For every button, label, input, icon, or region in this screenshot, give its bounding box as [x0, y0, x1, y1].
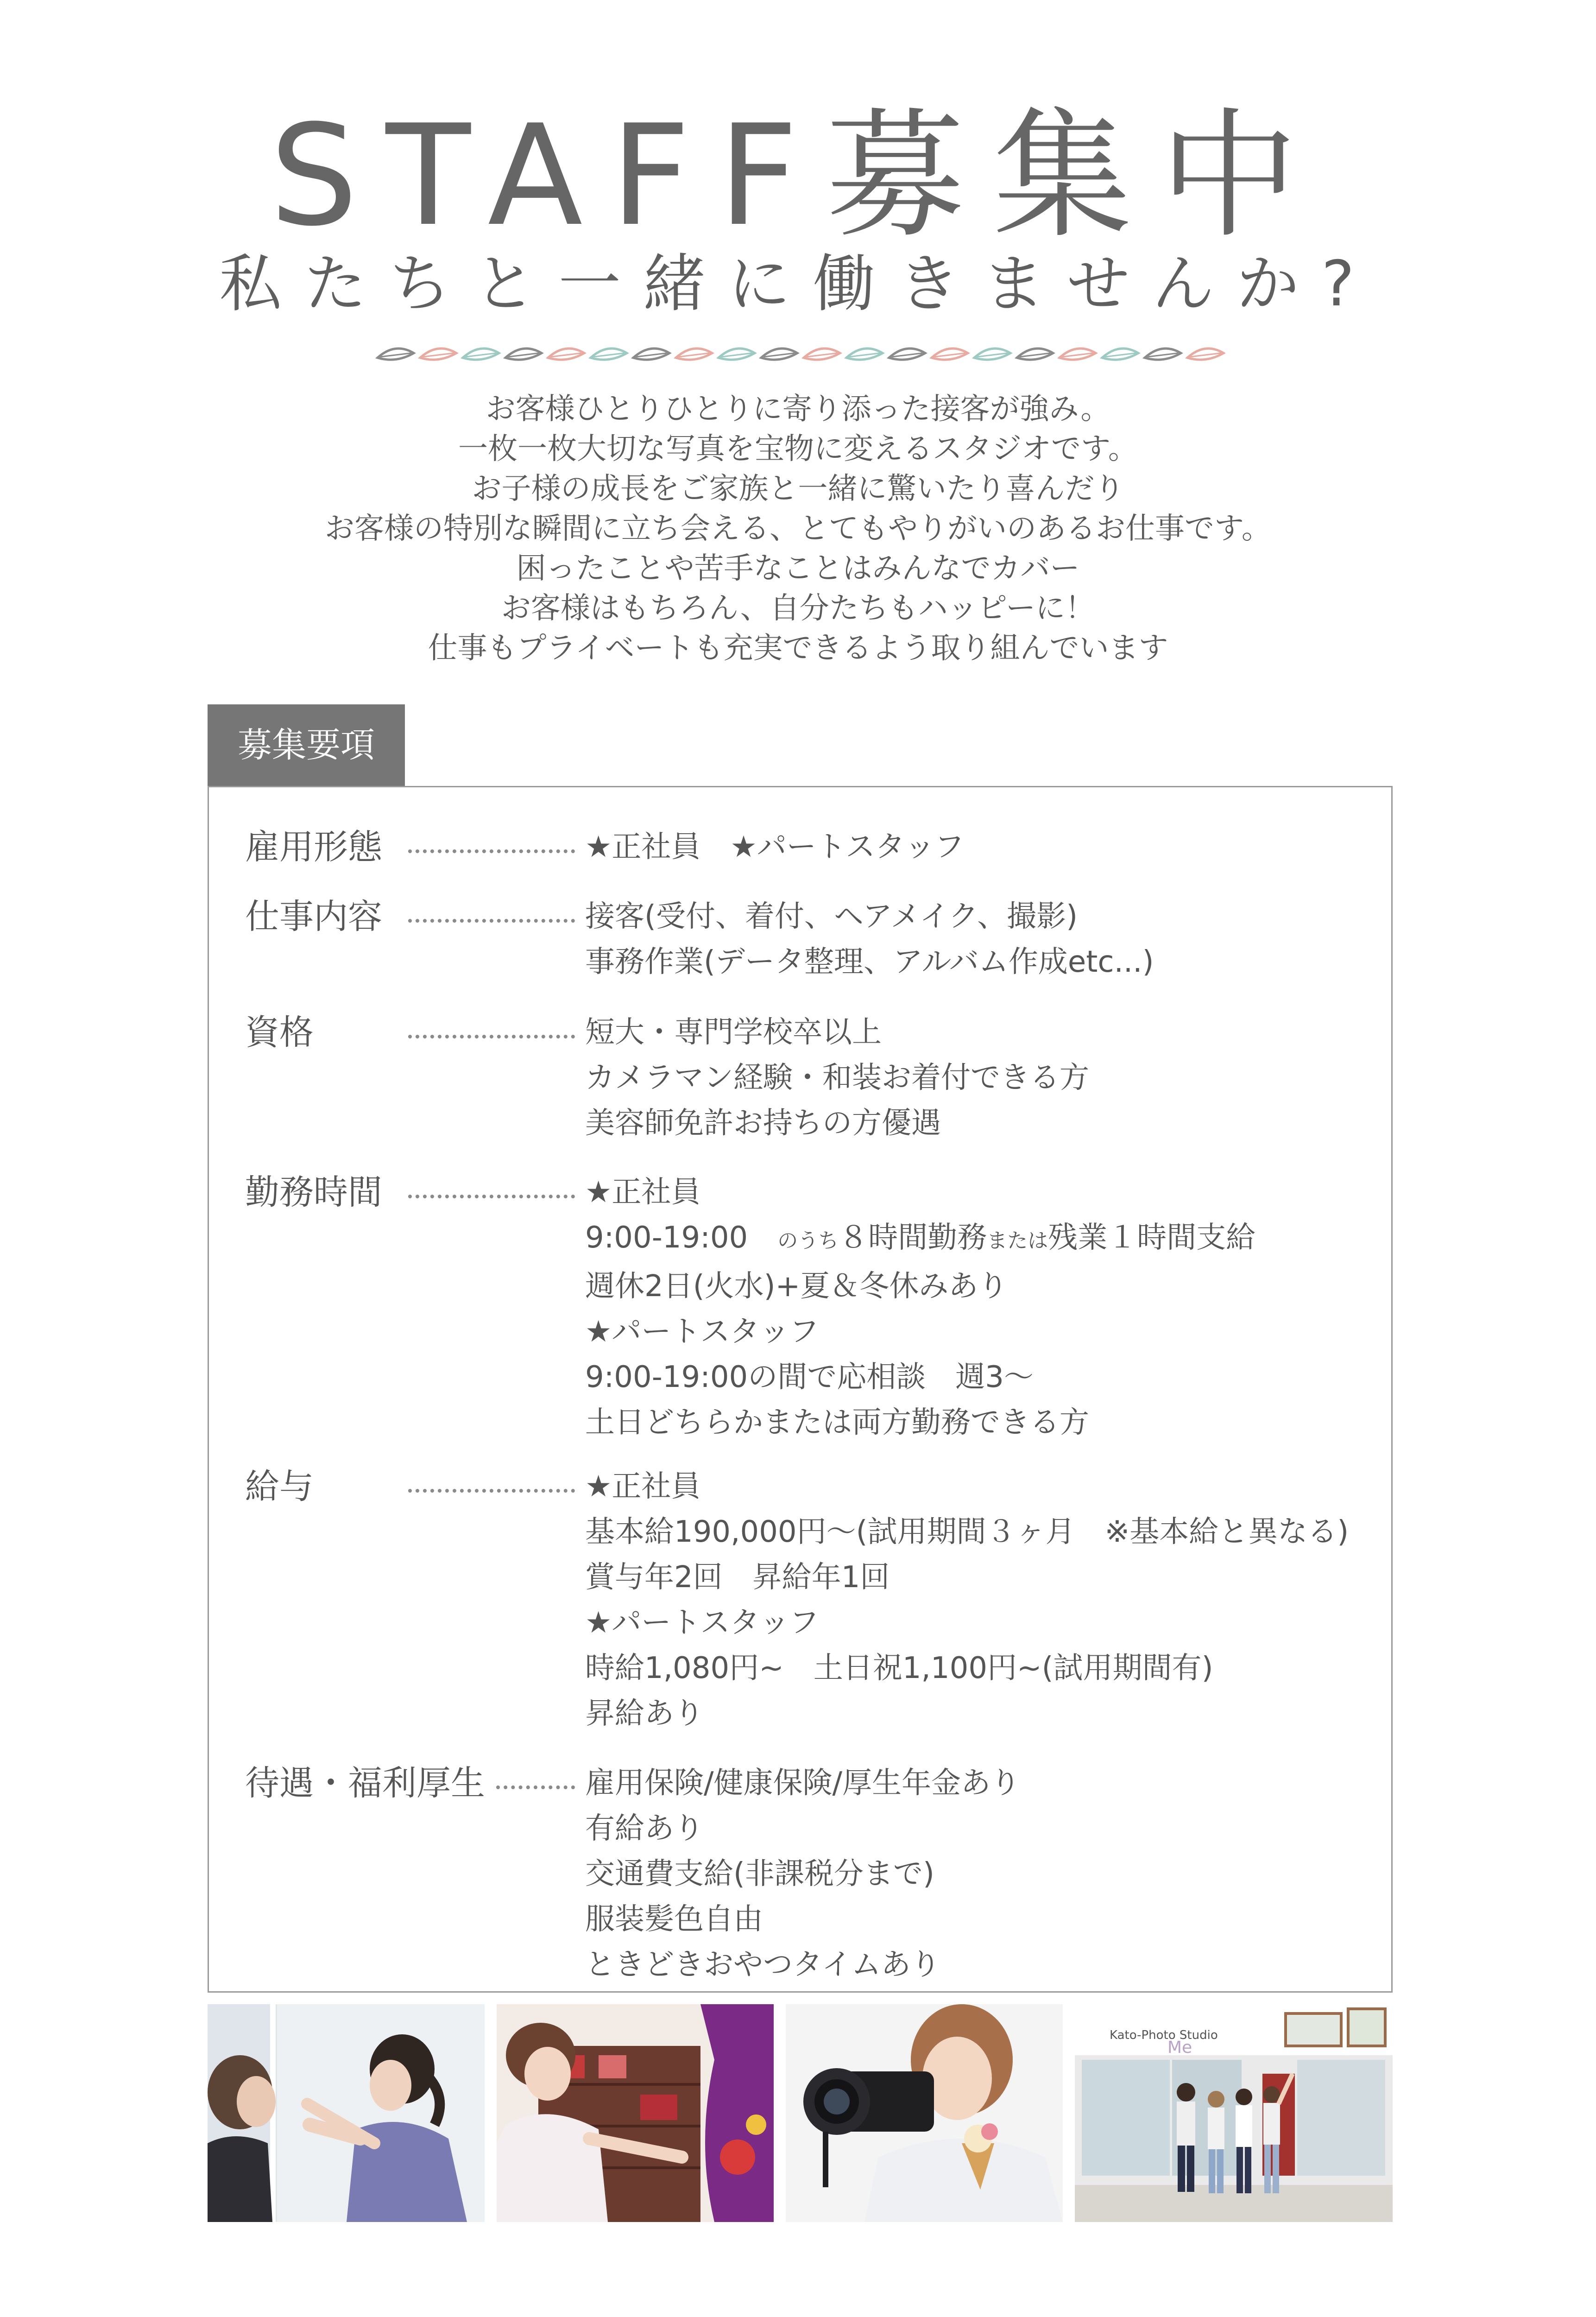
dot-leader	[408, 1489, 575, 1493]
row-value: 事務作業(データ整理、アルバム作成etc...)	[585, 945, 1154, 979]
requirements-heading: 募集要項	[208, 704, 405, 786]
row-label: 仕事内容	[245, 897, 382, 937]
hours-range: 9:00-19:00	[585, 1221, 778, 1255]
page-title: STAFF募集中	[270, 95, 1326, 257]
intro-line: 困ったことや苦手なことはみんなでカバー	[516, 551, 1080, 586]
row-label: 資格	[245, 1013, 314, 1052]
row-value: 短大・専門学校卒以上	[585, 1015, 882, 1050]
dot-leader	[408, 1035, 575, 1038]
row-value: ★正社員	[585, 1469, 701, 1504]
intro-line: お客様はもちろん、自分たちもハッピーに！	[501, 591, 1095, 626]
row-values	[585, 1760, 1020, 1988]
photo-kimono-dressing	[497, 2004, 774, 2222]
photo-hair-makeup	[208, 2004, 485, 2222]
row-value: ★正社員 ★パートスタッフ	[585, 830, 965, 864]
row-label: 待遇・福利厚生	[245, 1763, 485, 1803]
page-subtitle: 私たちと一緒に働きませんか?	[219, 247, 1377, 320]
row-value: 9:00-19:00の間で応相談 週3〜	[585, 1360, 1034, 1394]
row-value: 土日どちらかまたは両方勤務できる方	[585, 1405, 1089, 1440]
row-value: ときどきおやつタイムあり	[585, 1948, 940, 1982]
svg-text:Me: Me	[1167, 2038, 1192, 2057]
row-value: 美容師免許お持ちの方優遇	[585, 1106, 941, 1140]
row-value: 基本給190,000円〜(試用期間３ヶ月 ※基本給と異なる)	[585, 1515, 1349, 1549]
requirements-box	[208, 786, 1393, 1993]
intro-line: お客様の特別な瞬間に立ち会える、とてもやりがいのあるお仕事です。	[325, 512, 1271, 546]
dot-leader	[408, 919, 575, 923]
dot-leader	[408, 849, 575, 853]
intro-line: 一枚一枚大切な写真を宝物に変えるスタジオです。	[458, 432, 1138, 466]
row-values	[585, 824, 964, 870]
row-values	[585, 1464, 1349, 1736]
row-value: ★パートスタッフ	[585, 1606, 819, 1640]
row-value: カメラマン経験・和装お着付できる方	[585, 1061, 1089, 1095]
row-value: 交通費支給(非課税分まで)	[585, 1857, 934, 1891]
hours-note: のうち	[777, 1229, 839, 1253]
intro-line: 仕事もプライベートも充実できるよう取り組んでいます	[428, 631, 1168, 665]
intro-line: お子様の成長をご家族と一緒に驚いたり喜んだり	[472, 472, 1124, 506]
hours-note: または	[987, 1229, 1048, 1253]
dot-leader	[408, 1195, 575, 1198]
row-value: 時給1,080円~ 土日祝1,100円~(試用期間有)	[585, 1651, 1213, 1685]
row-label: 給与	[245, 1467, 314, 1507]
photo-photographer	[786, 2004, 1063, 2222]
row-value: 接客(受付、着付、ヘアメイク、撮影)	[585, 899, 1078, 934]
storefront-sign: Kato-Photo Studio	[1110, 2028, 1218, 2042]
row-values	[585, 1170, 1255, 1445]
row-value: ★パートスタッフ	[585, 1315, 819, 1349]
intro-line: お客様ひとりひとりに寄り添った接客が強み。	[486, 392, 1110, 426]
intro-text	[0, 389, 1596, 668]
row-value: 昇給あり	[585, 1697, 704, 1731]
leaf-divider	[373, 343, 1225, 366]
row-value	[585, 1215, 1255, 1264]
row-value: 賞与年2回 昇給年1回	[585, 1560, 890, 1595]
hours-note: 残業１時間支給	[1048, 1221, 1256, 1255]
row-value: 有給あり	[585, 1811, 704, 1846]
photo-storefront	[1075, 2004, 1393, 2222]
row-label: 雇用形態	[245, 827, 382, 867]
row-value: 服装髪色自由	[585, 1902, 763, 1937]
row-label: 勤務時間	[245, 1172, 382, 1212]
dot-leader	[496, 1785, 575, 1789]
row-value: 雇用保険/健康保険/厚生年金あり	[585, 1766, 1021, 1800]
hours-note: ８時間勤務	[839, 1221, 987, 1255]
row-values	[585, 894, 1154, 985]
row-value: 週休2日(火水)+夏＆冬休みあり	[585, 1269, 1008, 1304]
row-values	[585, 1010, 1089, 1146]
row-value: ★正社員	[585, 1175, 701, 1209]
